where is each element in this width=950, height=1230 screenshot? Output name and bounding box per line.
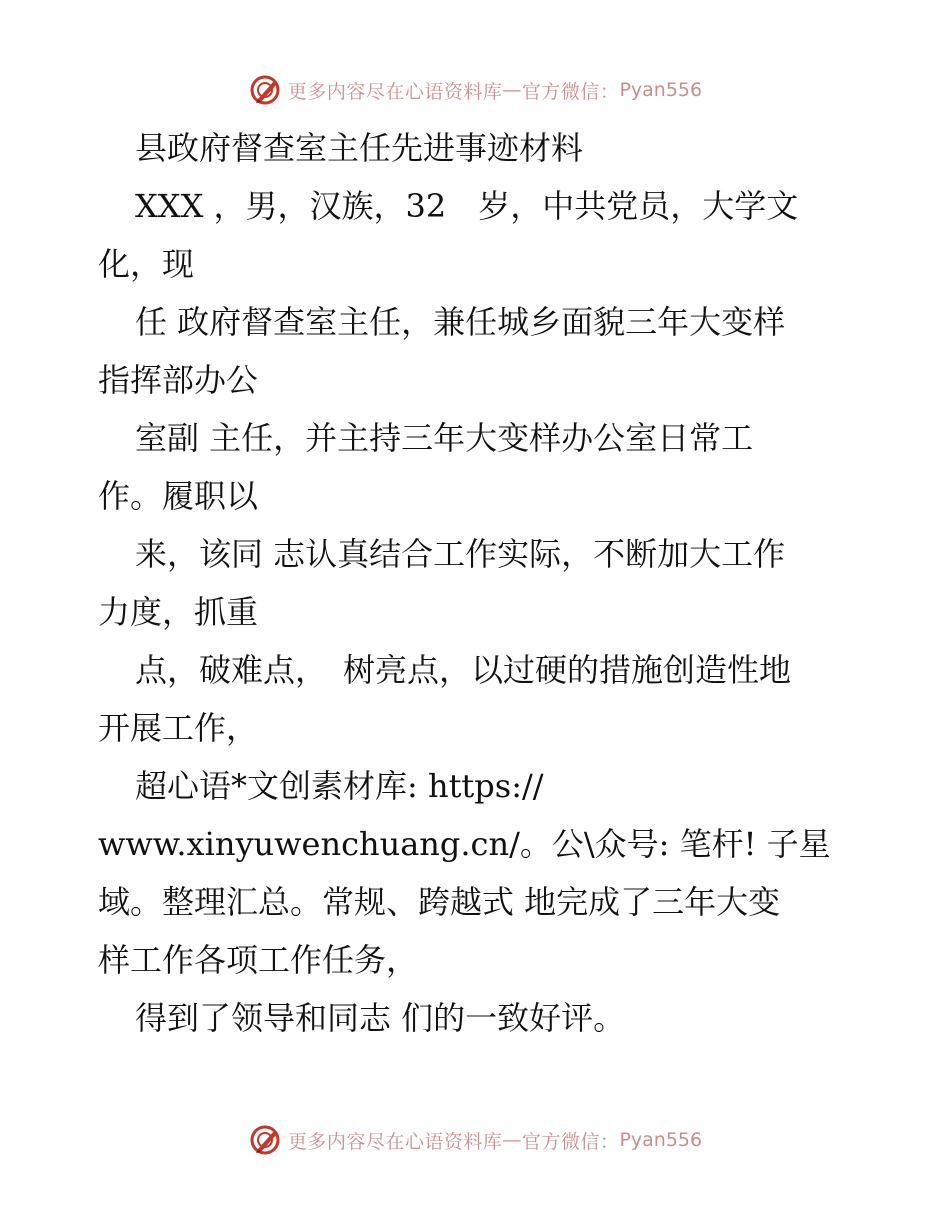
- paragraph-line: XXX ，男，汉族，32 岁，中共党员，大学文: [135, 187, 799, 225]
- banner-separator: —: [502, 1129, 522, 1151]
- document-title: 县政府督查室主任先进事迹材料: [135, 129, 584, 167]
- banner-wechat-label: 官方微信：: [521, 80, 620, 103]
- paragraph-line: 力度，抓重: [98, 593, 259, 631]
- banner-wechat-label: 官方微信：: [521, 1130, 620, 1153]
- pen-logo-icon: [248, 73, 282, 107]
- paragraph-line: www.xinyuwenchuang.cn/。公\众号: 笔杆! 子星: [98, 825, 831, 863]
- paragraph-line: 点，破难点， 树亮点，以过硬的措施创造性地: [135, 651, 792, 689]
- paragraph-line: 域。整理汇总。常规、跨越式 地完成了三年大变: [98, 883, 781, 921]
- paragraph-line: 超心语*文创素材库: https://: [135, 767, 544, 805]
- pen-logo-icon: [248, 1123, 282, 1157]
- paragraph-line: 任 政府督查室主任，兼任城乡面貌三年大变样: [135, 303, 786, 341]
- banner-site-text: 更多内容尽在心语资料库: [287, 80, 503, 103]
- header-banner: [0, 70, 950, 110]
- banner-site-text: 更多内容尽在心语资料库: [287, 1130, 503, 1153]
- footer-banner: [0, 1120, 950, 1160]
- paragraph-line: 化，现: [98, 245, 195, 283]
- paragraph-line: 指挥部办公: [98, 361, 259, 399]
- banner-wechat-handle: Pyan556: [619, 79, 703, 101]
- paragraph-line: 作。履职以: [98, 477, 259, 515]
- banner-separator: —: [502, 79, 522, 101]
- paragraph-line: 来，该同 志认真结合工作实际，不断加大工作: [135, 535, 786, 573]
- paragraph-line: 开展工作，: [98, 709, 259, 747]
- paragraph-line: 得到了领导和同志 们的一致好评。: [135, 999, 626, 1037]
- paragraph-line: 室副 主任，并主持三年大变样办公室日常工: [135, 419, 754, 457]
- paragraph-line: 样工作各项工作任务，: [98, 941, 419, 979]
- banner-wechat-handle: Pyan556: [619, 1129, 703, 1151]
